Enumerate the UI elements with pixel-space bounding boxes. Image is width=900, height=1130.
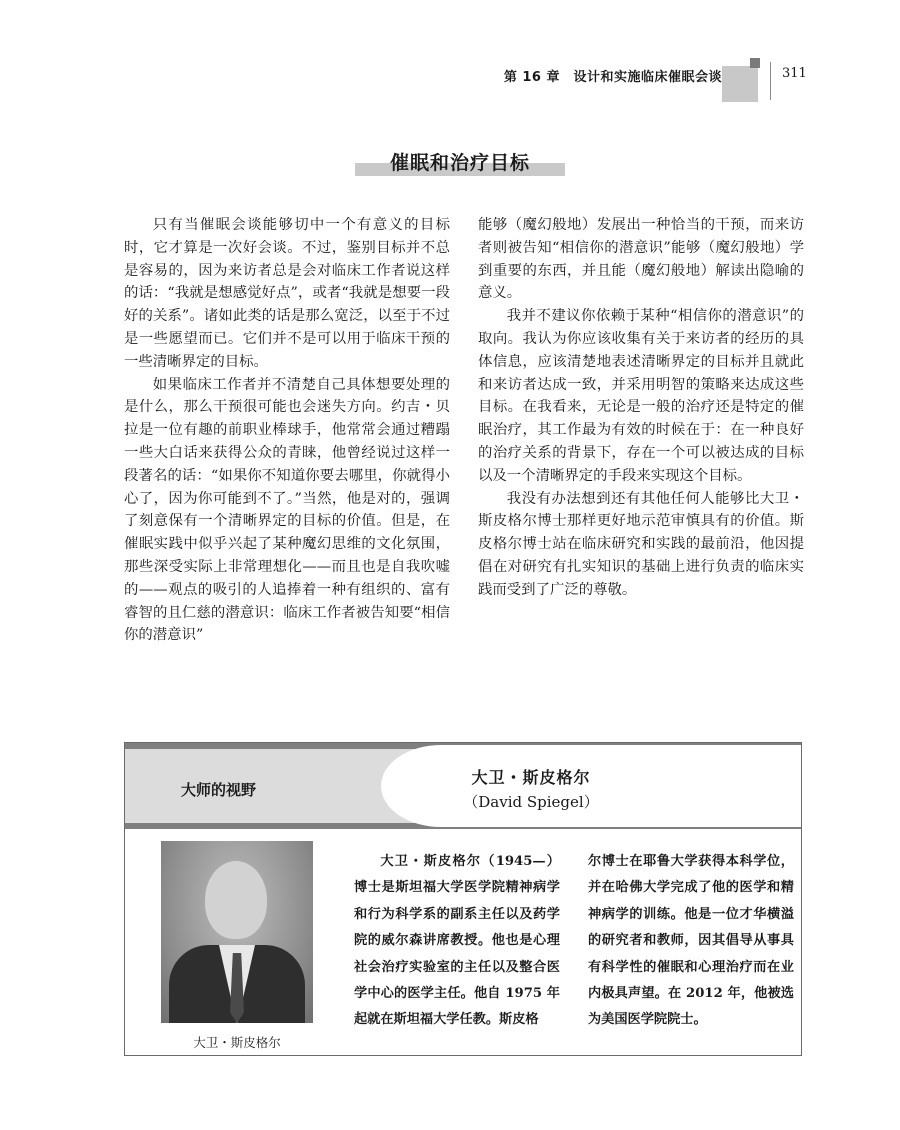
right-column: [478, 214, 804, 694]
portrait-photo: [161, 841, 313, 1023]
header-divider: [770, 62, 771, 100]
header-decoration-square: [750, 58, 760, 68]
bio-text: 尔博士在耶鲁大学获得本科学位，并在哈佛大学完成了他的医学和精神病学的训练。他是一位才华横溢的研究者和教师，因其倡导从事具有科学性的催眠和心理治疗而在业内极具声望。在 2012 年，他被选为美国医学院院士。: [588, 854, 794, 1028]
bio-column-left: [354, 849, 560, 1049]
page-number: 311: [782, 66, 807, 81]
biography: [354, 849, 794, 1049]
header-decoration-block: [722, 66, 758, 102]
left-column: [124, 214, 450, 694]
chapter-title: 第 16 章 设计和实施临床催眠会谈: [503, 70, 722, 85]
master-view-label: 大师的视野: [181, 781, 257, 799]
master-name-english: （David Spiegel）: [463, 793, 599, 811]
running-header: [0, 0, 900, 120]
bio-column-right: [588, 849, 794, 1049]
paragraph: 能够（魔幻般地）发展出一种恰当的干预，而来访者则被告知“相信你的潜意识”能够（魔幻般地）学到重要的东西，并且能（魔幻般地）解读出隐喻的意义。: [478, 217, 804, 302]
bio-text: 大卫・斯皮格尔（1945—）博士是斯坦福大学医学院精神病学和行为科学系的副系主任以及药学院的威尔森讲席教授。他也是心理社会治疗实验室的主任以及整合医学中心的医学主任。他自 1975 年起就在斯坦福大学任教。斯皮格: [354, 854, 560, 1028]
master-name-panel: [381, 745, 801, 827]
body-text: [124, 214, 804, 694]
section-heading: [355, 148, 565, 180]
paragraph: 如果临床工作者并不清楚自己具体想要处理的是什么，那么干预很可能也会迷失方向。约吉・贝拉是一位有趣的前职业棒球手，他常常会通过糟蹋一些大白话来获得公众的青睐，他曾经说过这样一段著名的话：“如果你不知道你要去哪里，你就得小心了，因为你可能到不了。”当然，他是对的，强调了刻意保有一个清晰界定的目标的价值。但是，在催眠实践中似乎兴起了某种魔幻思维的文化氛围，那些深受实际上非常理想化——而且也是自我吹嘘的——观点的吸引的人追捧着一种有组织的、富有睿智的且仁慈的潜意识：临床工作者被告知要“相信你的潜意识”: [124, 376, 450, 644]
paragraph: 我没有办法想到还有其他任何人能够比大卫・斯皮格尔博士那样更好地示范审慎具有的价值。斯皮格尔博士站在临床研究和实践的最前沿，他因提倡在对研究有扎实知识的基础上进行负责的临床实践而受到了广泛的尊敬。: [478, 490, 804, 598]
portrait-head: [205, 861, 267, 939]
photo-caption: 大卫・斯皮格尔: [193, 1035, 281, 1050]
master-view-header: [125, 743, 801, 829]
paragraph: 只有当催眠会谈能够切中一个有意义的目标时，它才算是一次好会谈。不过，鉴别目标并不总是容易的，因为来访者总是会对临床工作者说这样的话：“我就是想感觉好点”，或者“我就是想要一段好的关系”。诸如此类的话是那么宽泛，以至于不过是一些愿望而已。它们并不是可以用于临床干预的一些清晰界定的目标。: [124, 217, 450, 370]
paragraph: 我并不建议你依赖于某种“相信你的潜意识”的取向。我认为你应该收集有关于来访者的经历的具体信息，应该清楚地表述清晰界定的目标并且就此和来访者达成一致，并采用明智的策略来达成这些目标。在我看来，无论是一般的治疗还是特定的催眠治疗，其工作最为有效的时候在于：在一种良好的治疗关系的背景下，存在一个可以被达成的目标以及一个清晰界定的手段来实现这个目标。: [478, 308, 804, 484]
master-name-chinese: 大卫・斯皮格尔: [471, 768, 591, 787]
section-title: 催眠和治疗目标: [389, 152, 530, 174]
master-view-box: [124, 742, 802, 1056]
